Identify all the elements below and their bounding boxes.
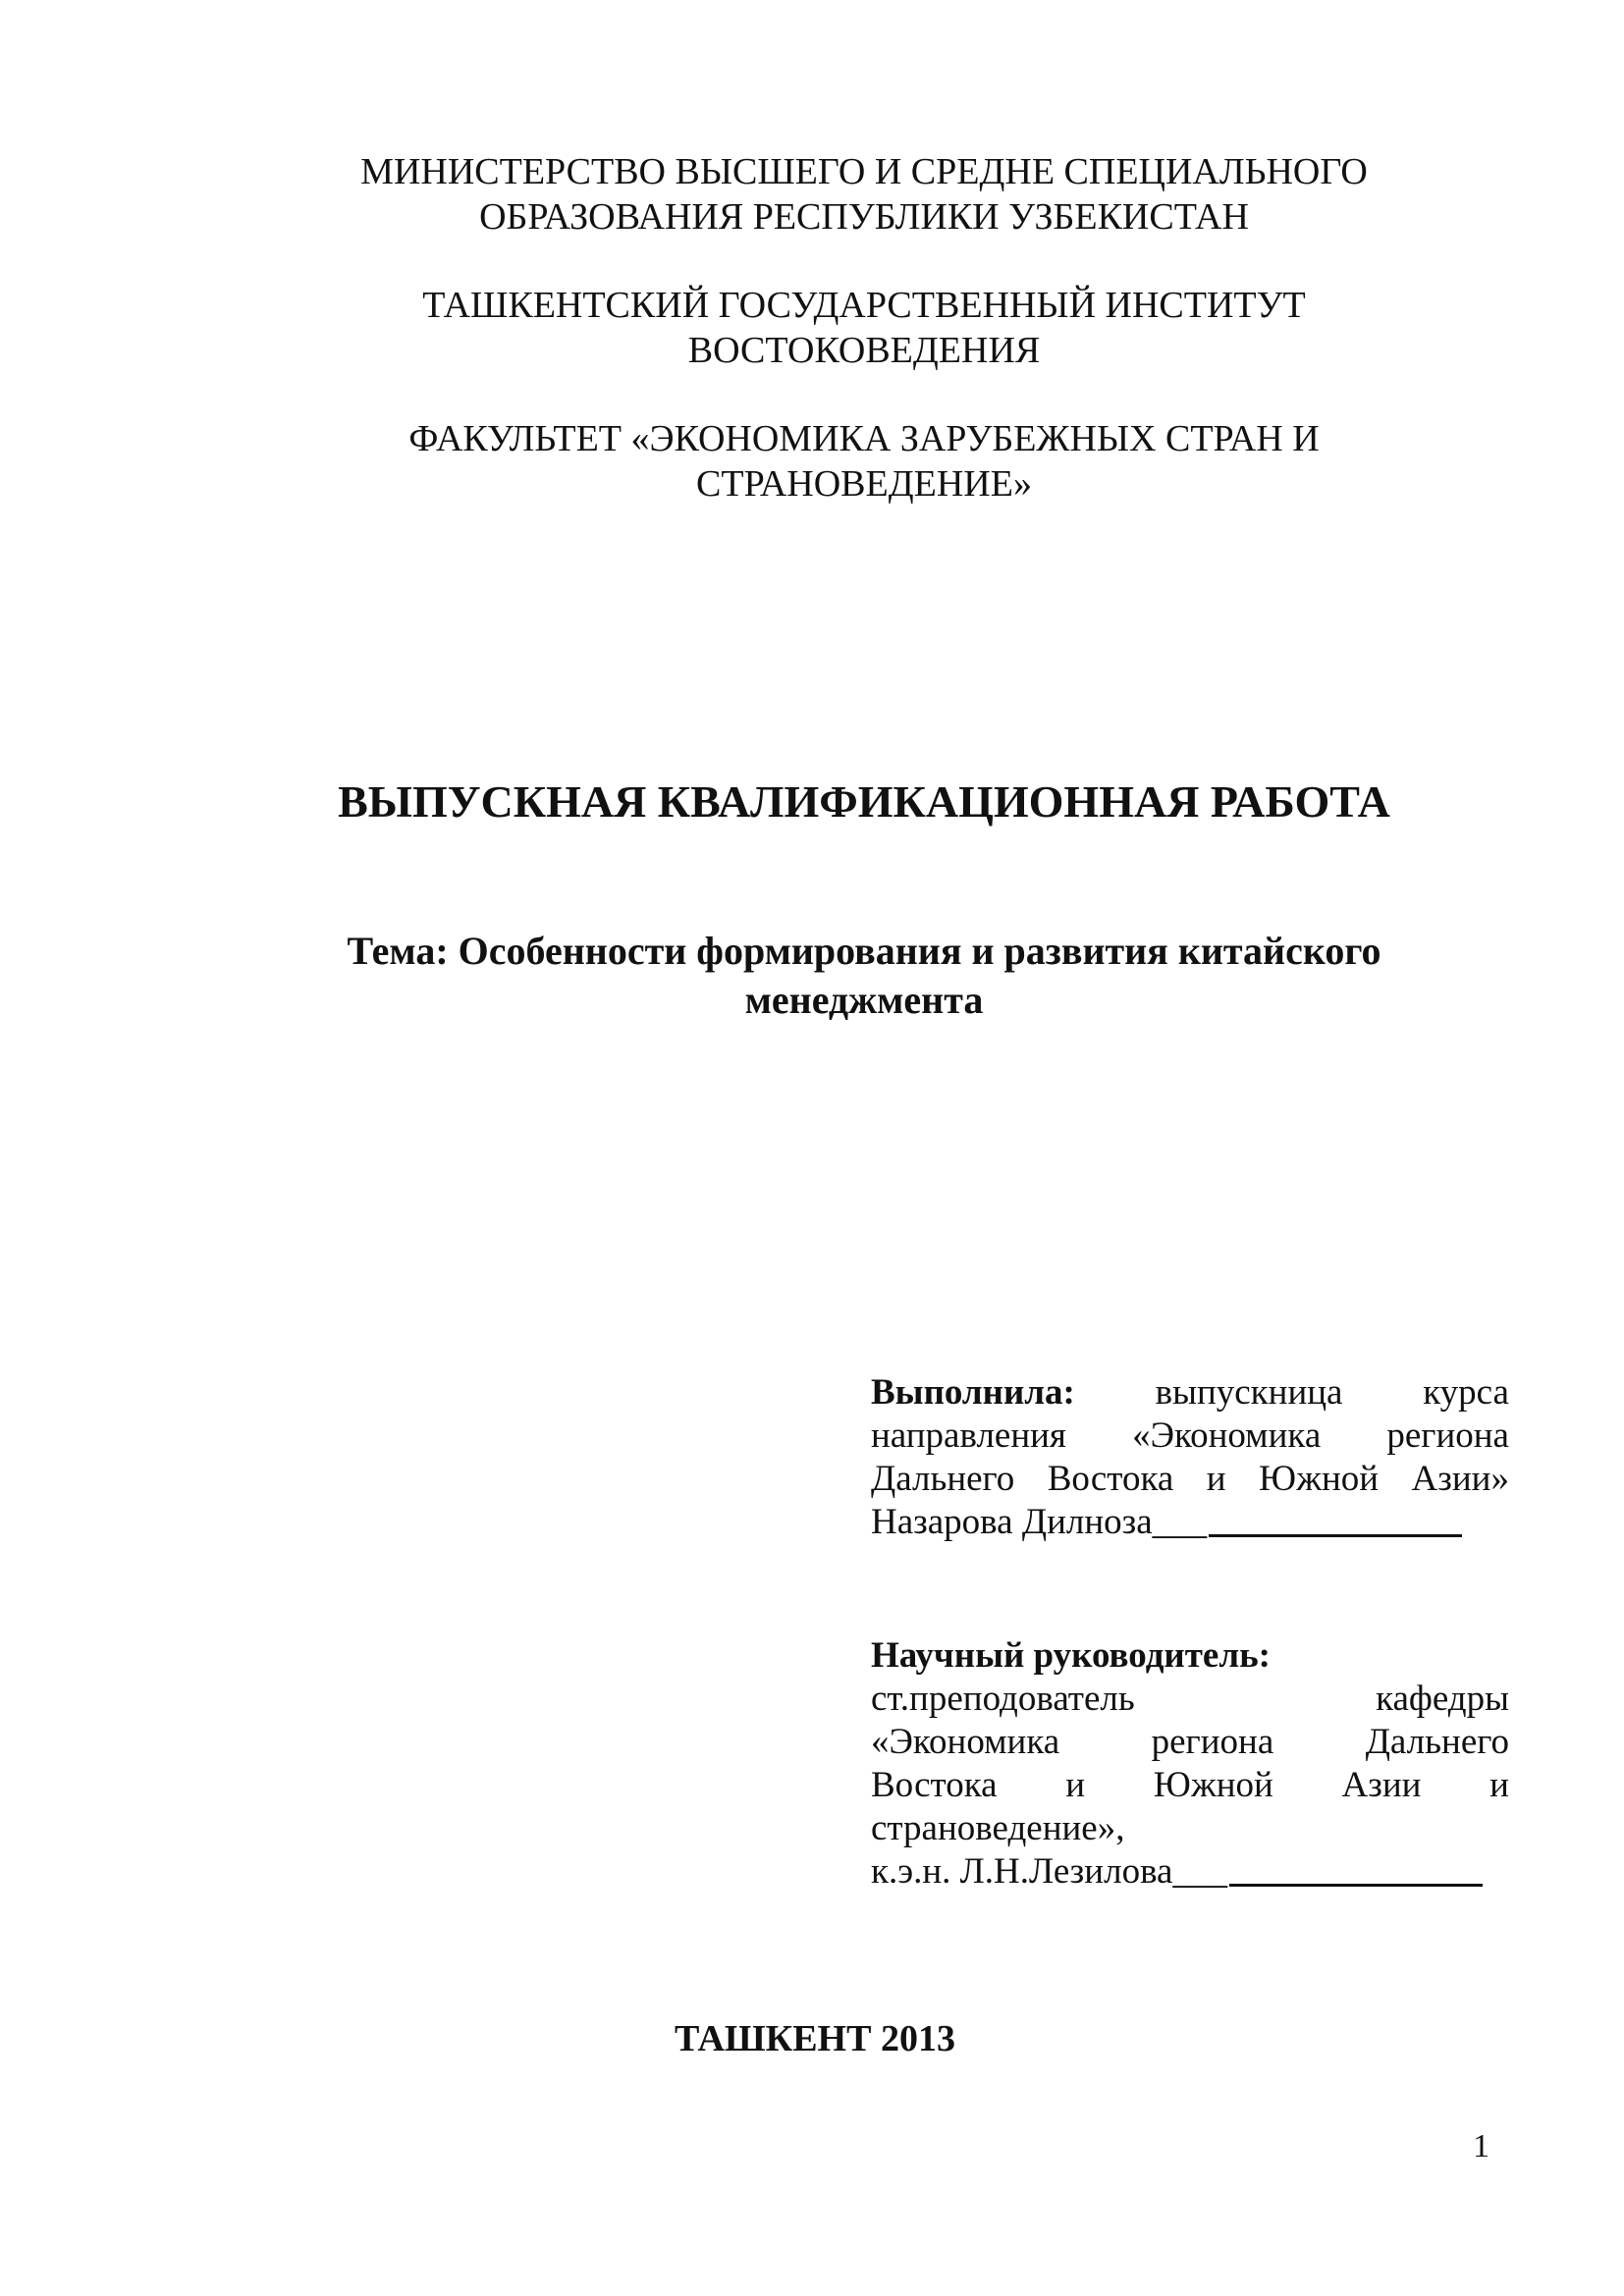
supervisor-word: и — [1065, 1765, 1086, 1805]
performer-word: региона — [1386, 1415, 1509, 1456]
performer-word: Дальнего — [871, 1459, 1015, 1499]
topic — [226, 927, 1502, 1025]
ministry-heading — [275, 149, 1453, 240]
supervisor-block — [871, 1634, 1509, 1894]
performer-name: Назарова Дилноза___ — [871, 1502, 1208, 1542]
work-title: ВЫПУСКНАЯ КВАЛИФИКАЦИОННАЯ РАБОТА — [338, 776, 1390, 827]
supervisor-line-1 — [871, 1678, 1509, 1721]
supervisor-word: Востока — [871, 1765, 998, 1805]
supervisor-label-line — [871, 1634, 1509, 1678]
supervisor-name: к.э.н. Л.Н.Лезилова___ — [871, 1851, 1227, 1892]
institute-line-1: ТАШКЕНТСКИЙ ГОСУДАРСТВЕННЫЙ ИНСТИТУТ — [422, 285, 1306, 326]
institute-line-2: ВОСТОКОВЕДЕНИЯ — [687, 330, 1041, 371]
faculty-heading — [275, 416, 1453, 507]
supervisor-word: Азии — [1341, 1765, 1422, 1805]
topic-line-2: менеджмента — [744, 978, 984, 1022]
performer-line-1 — [871, 1371, 1509, 1415]
supervisor-word: Дальнего — [1365, 1722, 1509, 1762]
performer-word: выпускница — [1155, 1372, 1343, 1413]
performer-line-3 — [871, 1458, 1509, 1501]
supervisor-word: и — [1489, 1765, 1509, 1805]
signature-line — [1209, 1501, 1462, 1537]
ministry-line-2: ОБРАЗОВАНИЯ РЕСПУБЛИКИ УЗБЕКИСТАН — [479, 196, 1249, 238]
supervisor-word: «Экономика — [871, 1722, 1060, 1762]
performer-word: направления — [871, 1415, 1066, 1456]
city-year: ТАШКЕНТ 2013 — [675, 2018, 955, 2059]
supervisor-word: ст.преподователь — [871, 1679, 1135, 1719]
ministry-line-1: МИНИСТЕРСТВО ВЫСШЕГО И СРЕДНЕ СПЕЦИАЛЬНОГО — [360, 151, 1368, 192]
supervisor-line-4 — [871, 1807, 1509, 1850]
faculty-line-2: СТРАНОВЕДЕНИЕ» — [696, 463, 1032, 505]
signature-line — [1229, 1850, 1483, 1887]
performer-name-line — [871, 1501, 1509, 1544]
performer-block — [871, 1371, 1509, 1544]
performer-label: Выполнила: — [871, 1372, 1075, 1413]
institute-heading — [275, 283, 1453, 373]
performer-line-2 — [871, 1415, 1509, 1458]
supervisor-line-2 — [871, 1721, 1509, 1764]
topic-line-1: Тема: Особенности формирования и развития китайского — [347, 929, 1381, 973]
supervisor-department-end: страноведение», — [871, 1808, 1125, 1848]
performer-word: Востока — [1047, 1459, 1174, 1499]
performer-word: Южной — [1258, 1459, 1380, 1499]
supervisor-word: региона — [1151, 1722, 1274, 1762]
supervisor-word: кафедры — [1376, 1679, 1509, 1719]
faculty-line-1: ФАКУЛЬТЕТ «ЭКОНОМИКА ЗАРУБЕЖНЫХ СТРАН И — [408, 418, 1320, 459]
supervisor-name-line — [871, 1850, 1509, 1894]
performer-word: Азии» — [1411, 1459, 1509, 1499]
performer-word: курса — [1423, 1372, 1509, 1413]
supervisor-word: Южной — [1153, 1765, 1273, 1805]
performer-word: и — [1206, 1459, 1226, 1499]
supervisor-line-3 — [871, 1764, 1509, 1807]
supervisor-label: Научный руководитель: — [871, 1635, 1271, 1676]
page-number: 1 — [1473, 2128, 1489, 2164]
performer-word: «Экономика — [1132, 1415, 1322, 1456]
